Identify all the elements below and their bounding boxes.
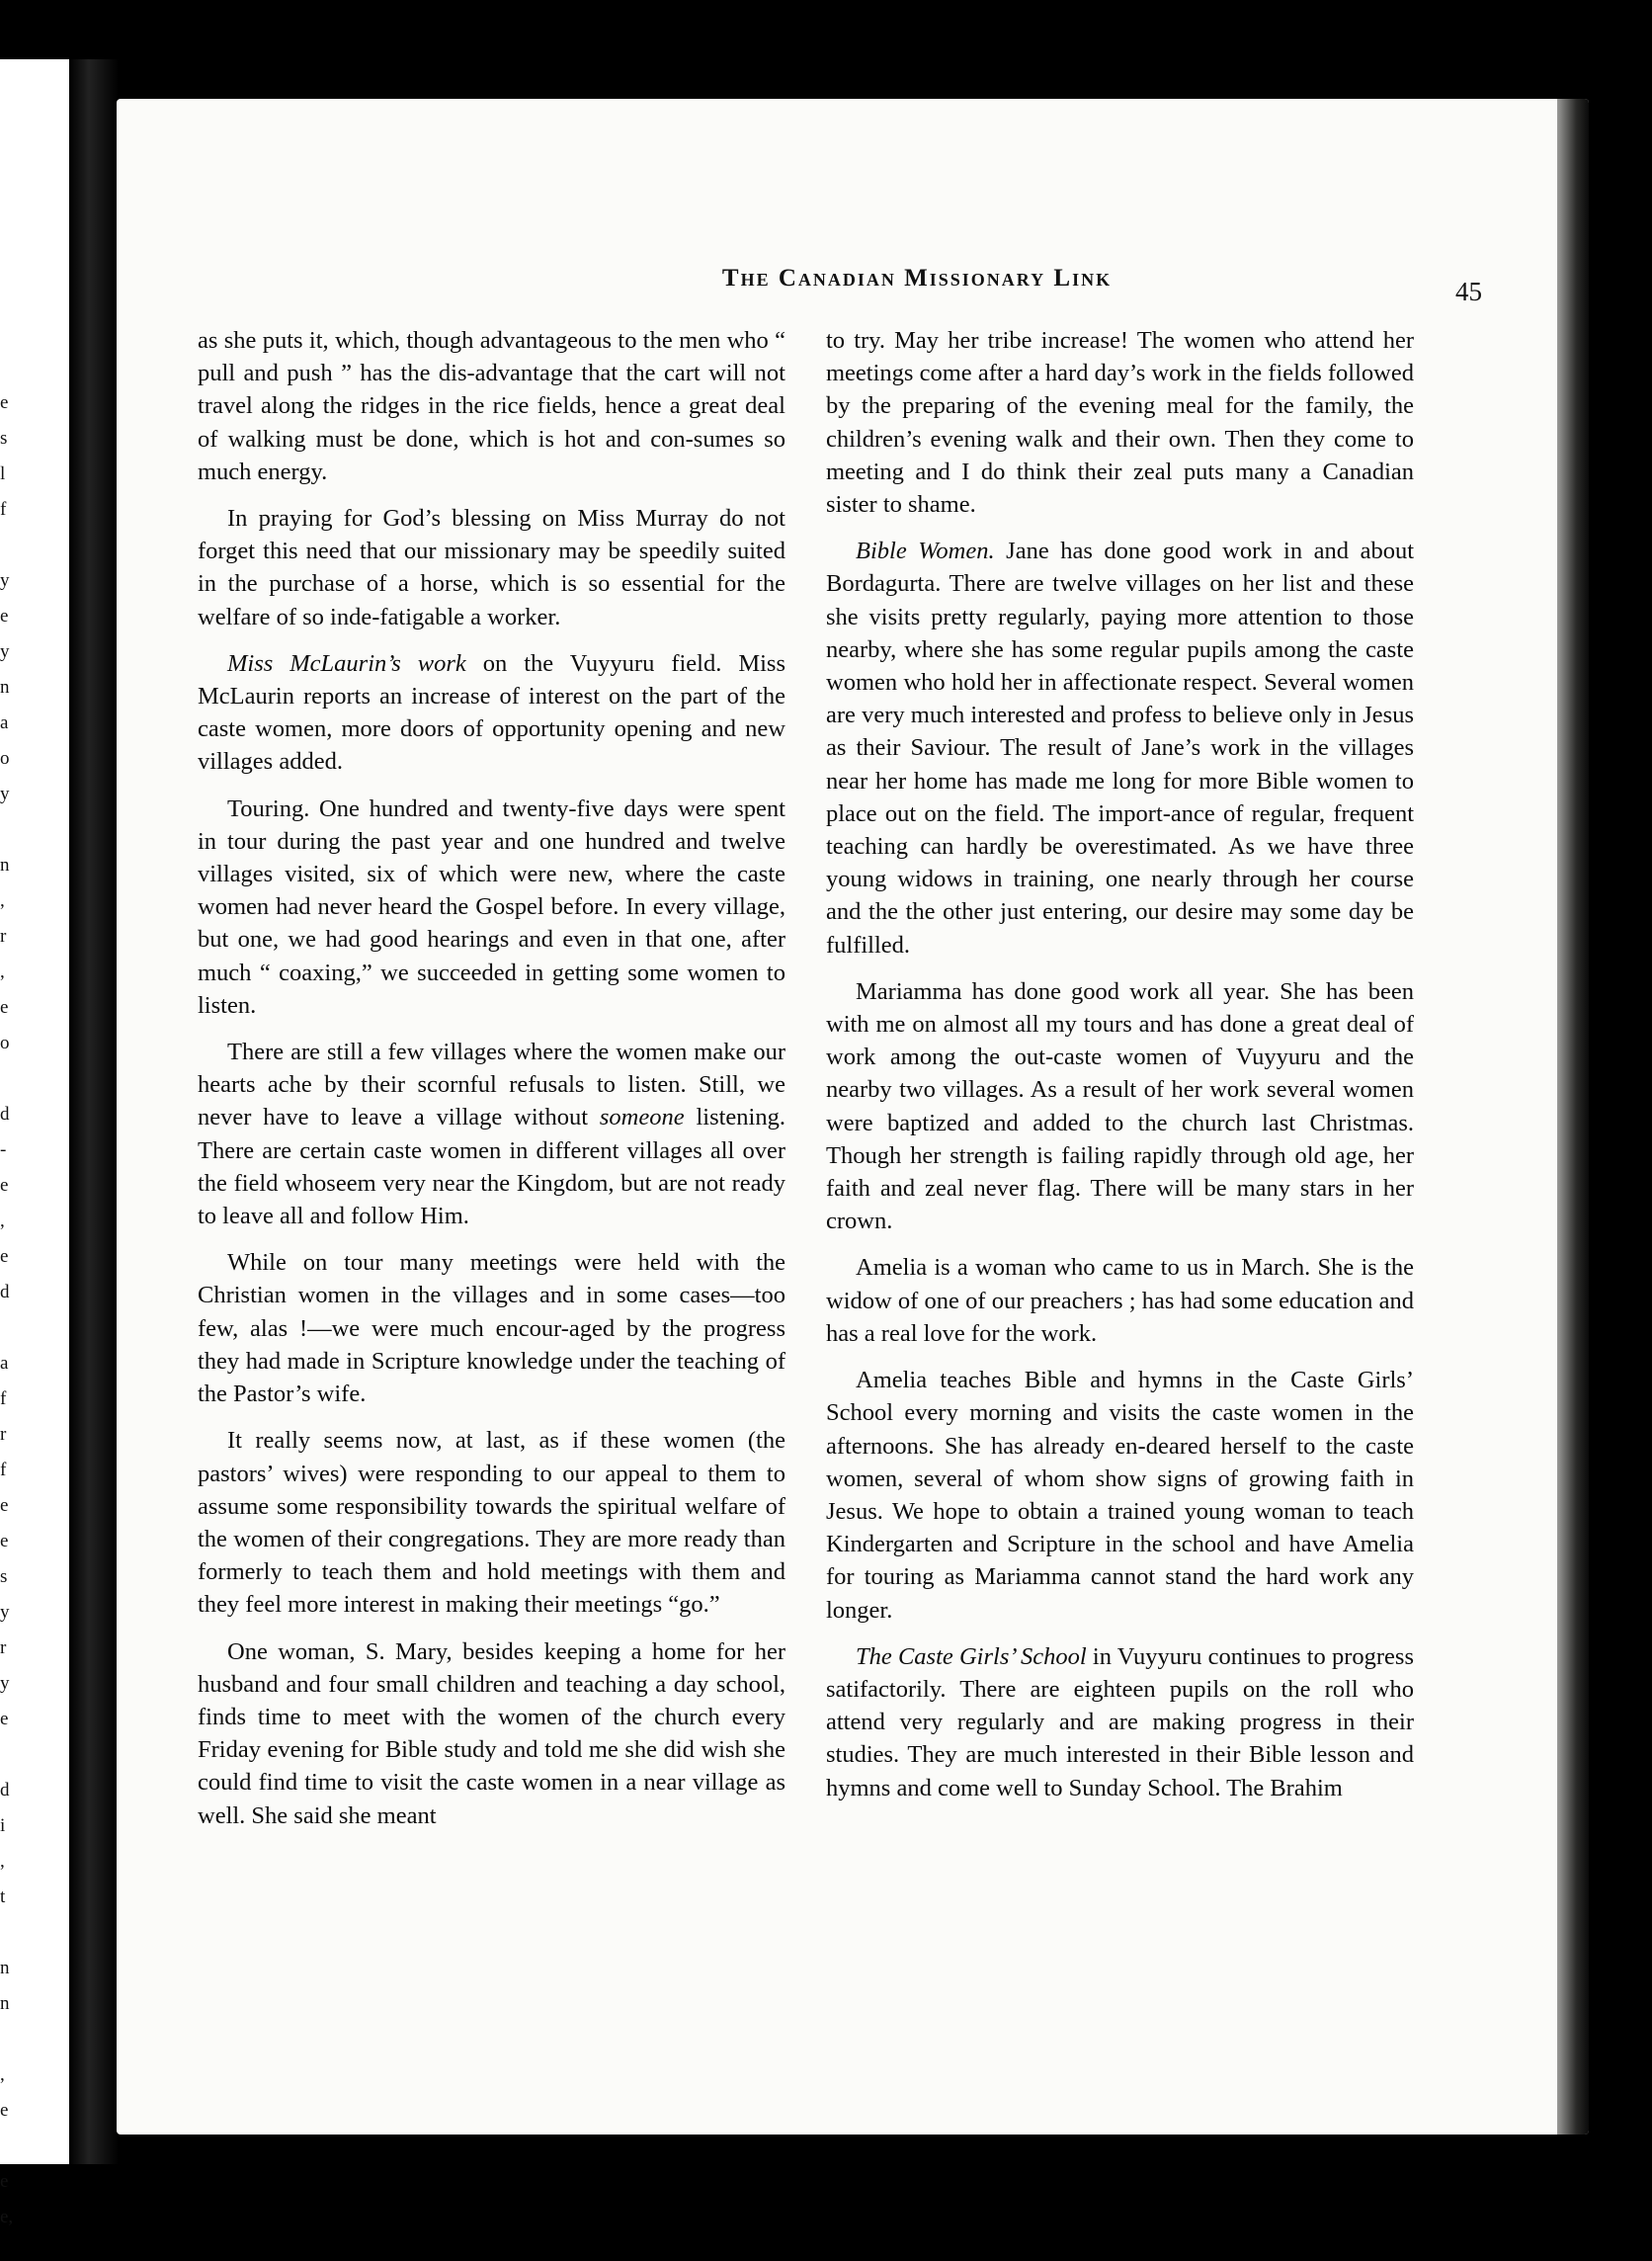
- facing-page-letter: i: [0, 1815, 6, 1836]
- paragraph-body: There are still a few villages where the women make our hearts ache by their scornful refusals to listen. Still, we never have to leave a village without: [198, 1039, 785, 1131]
- facing-page-letter: n: [0, 855, 10, 876]
- facing-page-letter: [0, 2022, 16, 2057]
- paragraph: as she puts it, which, though advantageous to the men who “ pull and push ” has the dis-advantage that the cart will not travel along the ridges in the rice fields, hence a great deal of walking must be done, which is hot and con-sumes so much energy.: [198, 327, 785, 485]
- facing-page-letter: a: [0, 1353, 9, 1374]
- paragraph-body: in Vuyyuru continues to progress satifactorily. There are eighteen pupils on the roll who attend very regularly and are making progress in their studies. They are much interested in their Bible lesson and hymns and come well to Sunday School. The Brahim: [826, 1642, 1414, 1801]
- facing-page-letter: d: [0, 1780, 10, 1800]
- facing-page-letter: e: [0, 1531, 9, 1551]
- page-edge-shadow: [1557, 99, 1589, 2135]
- facing-page-letter: f: [0, 1388, 7, 1409]
- facing-page-letter: s: [0, 428, 8, 449]
- facing-page-letter: o: [0, 1033, 10, 1053]
- facing-page-letter: y: [0, 1673, 10, 1694]
- paragraph: Touring. One hundred and twenty-five days were spent in tour during the past year and one hundred and twelve villages visited, six of which were new, where the caste women had never heard the Gospel before. In every village, but one, we had good hearings and even in that one, after much “ coaxing,” we succeeded in getting some women to listen.: [198, 795, 785, 1019]
- facing-page-letter: d: [0, 1104, 10, 1125]
- facing-page-letter: e: [0, 1175, 9, 1196]
- facing-page-letter: r: [0, 1637, 7, 1658]
- facing-page-letter: e: [0, 392, 9, 413]
- facing-page-letters: [0, 385, 16, 2235]
- paragraph: While on tour many meetings were held with the Christian women in the villages and in some cases—too few, alas !—we were much encour-aged by the progress they had made in Scripture knowledge under the teaching of the Pastor’s wife.: [198, 1249, 785, 1408]
- paragraph: [826, 535, 1414, 962]
- facing-page-letter: n: [0, 1958, 10, 1978]
- facing-page-letter: f: [0, 499, 7, 520]
- facing-page-letter: -: [0, 1139, 7, 1160]
- paragraph: One woman, S. Mary, besides keeping a home for her husband and four small children and teaching a day school, finds time to meet with the women of the church every Friday evening for Bible study and told me she did wish she could find time to visit the caste women in a near village as well. She said she meant: [198, 1637, 785, 1829]
- paragraph: Amelia is a woman who came to us in March. She is the widow of one of our preachers ; has had some education and has a real love for the work.: [826, 1254, 1414, 1347]
- paragraph-body: listening. There are certain caste women in different villages all over the field whoseem very near the Kingdom, but are not ready to leave all and follow Him.: [198, 1104, 785, 1230]
- facing-page-letter: o: [0, 748, 10, 769]
- facing-page-letter: f: [0, 1460, 7, 1480]
- book-gutter: [69, 59, 119, 2164]
- facing-page-letter: y: [0, 641, 10, 662]
- facing-page-letter: e: [0, 997, 9, 1018]
- facing-page-letter: s: [0, 1566, 8, 1587]
- facing-page-letter: n: [0, 677, 10, 698]
- facing-page-letter: a: [0, 712, 9, 733]
- facing-page-letter: y: [0, 1602, 10, 1623]
- facing-page-letter: e: [0, 2171, 9, 2192]
- facing-page-letter: ,: [0, 1851, 5, 1872]
- paragraph: It really seems now, at last, as if these women (the pastors’ wives) were responding to our appeal to them to assume some responsibility towards the spiritual welfare of the women of their congregations. They are more ready than formerly to teach them and hold meetings with them and they feel more interest in making their meetings “go.”: [198, 1427, 785, 1619]
- right-column: [826, 324, 1414, 1818]
- running-head: The Canadian Missionary Link: [721, 265, 1113, 292]
- facing-page-edge: [0, 59, 69, 2227]
- paragraph-body: on the Vuyyuru field. Miss McLaurin reports an increase of interest on the part of the caste women, more doors of opportunity opening and new villages added.: [198, 649, 785, 776]
- facing-page-letter: l: [0, 463, 6, 484]
- facing-page-letter: [0, 1737, 16, 1773]
- facing-page-letter: [0, 1310, 16, 1346]
- facing-page-letter: y: [0, 570, 10, 591]
- paragraph: [198, 647, 785, 779]
- facing-page-letter: [0, 2129, 16, 2164]
- facing-page-letter: e: [0, 2100, 9, 2121]
- paragraph-lead: The Caste Girls’ School: [856, 1642, 1087, 1670]
- paragraph: [826, 1640, 1414, 1804]
- book-page: [117, 99, 1589, 2135]
- facing-page-letter: d: [0, 1282, 10, 1302]
- facing-page-letter: e,: [0, 2207, 14, 2227]
- paragraph-lead: Miss McLaurin’s work: [227, 649, 466, 677]
- facing-page-letter: ,: [0, 2064, 5, 2085]
- facing-page-letter: e: [0, 1709, 9, 1729]
- paragraph: to try. May her tribe increase! The women who attend her meetings come after a hard day’s work in the fields followed by the preparing of the evening meal for the family, the children’s evening walk and their own. Then they come to meeting and I do think their zeal puts many a Canadian sister to shame.: [826, 327, 1414, 519]
- facing-page-letter: [0, 812, 16, 848]
- facing-page-letter: ,: [0, 962, 5, 982]
- facing-page-letter: r: [0, 926, 7, 947]
- facing-page-letter: e: [0, 606, 9, 627]
- left-column: [198, 324, 785, 1846]
- facing-page-letter: [0, 528, 16, 563]
- facing-page-letter: [0, 1061, 16, 1097]
- paragraph: Amelia teaches Bible and hymns in the Caste Girls’ School every morning and visits the caste women in the afternoons. She has already en-deared herself to the caste women, several of whom show signs of growing faith in Jesus. We hope to obtain a trained young woman to teach Kindergarten and Scripture in the school and have Amelia for touring as Mariamma cannot stand the hard work any longer.: [826, 1367, 1414, 1624]
- facing-page-letter: [0, 1915, 16, 1951]
- paragraph: Mariamma has done good work all year. She has been with me on almost all my tours and has done a great deal of work among the out-caste women of Vuyyuru and the nearby two villages. As a result of her work several women were baptized and added to the church last Christmas. Though her strength is failing rapidly through old age, her faith and zeal never flag. There will be many stars in her crown.: [826, 977, 1414, 1235]
- facing-page-letter: e: [0, 1495, 9, 1516]
- facing-page-letter: r: [0, 1424, 7, 1445]
- paragraph-body: Jane has done good work in and about Bordagurta. There are twelve villages on her list and these she visits pretty regularly, paying more attention to those nearby, where she has some regular pupils among the caste women who hold her in affectionate respect. Several women are very much interested and profess to believe only in Jesus as their Saviour. The result of Jane’s work in the villages near her home has made me long for more Bible women to place out on the field. The import-ance of regular, frequent teaching can hardly be overestimated. As we have three young widows in training, one nearly through her course and the the other just entering, our desire may some day be fulfilled.: [826, 538, 1415, 959]
- facing-page-letter: y: [0, 784, 10, 804]
- paragraph-lead: Bible Women.: [856, 538, 995, 565]
- page-number: 45: [1455, 277, 1482, 306]
- facing-page-letter: ,: [0, 890, 5, 911]
- facing-page-letter: ,: [0, 1211, 5, 1231]
- facing-page-letter: e: [0, 1246, 9, 1267]
- emphasis: someone: [599, 1104, 685, 1131]
- facing-page-letter: t: [0, 1886, 6, 1907]
- facing-page-letter: n: [0, 1993, 10, 2014]
- paragraph: In praying for God’s blessing on Miss Murray do not forget this need that our missionary may be speedily suited in the purchase of a horse, which is so essential for the welfare of so inde-fatigable a worker.: [198, 505, 785, 630]
- paragraph: [198, 1036, 785, 1232]
